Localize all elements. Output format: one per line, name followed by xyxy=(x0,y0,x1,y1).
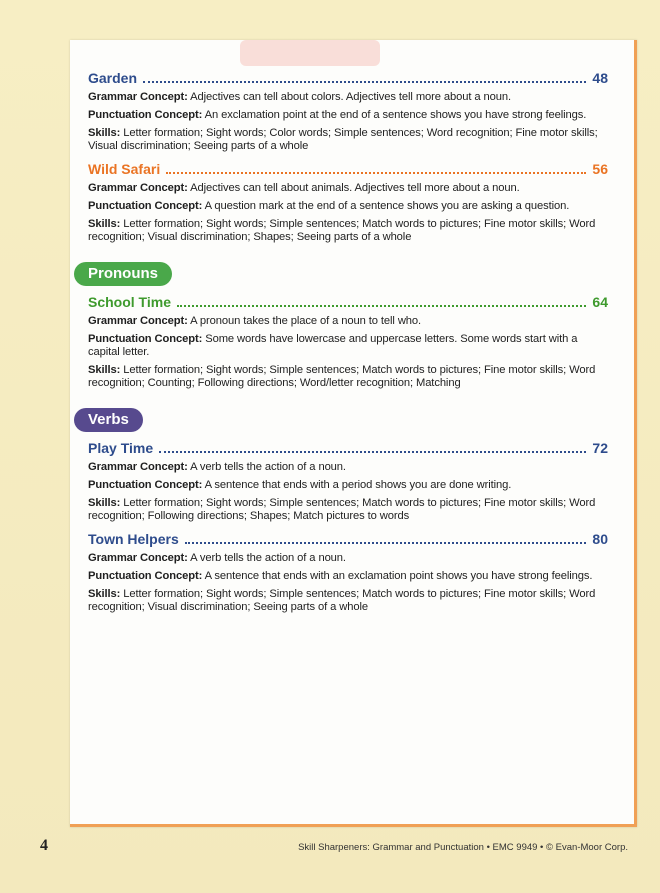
punctuation-text: Some words have lowercase and uppercase letters. Some words start with a capital letter. xyxy=(88,333,578,358)
entry-heading[interactable] xyxy=(88,161,608,178)
skills xyxy=(88,497,608,523)
grammar-label: Grammar Concept: xyxy=(88,552,188,564)
toc-entry-garden xyxy=(88,70,608,153)
punctuation-label: Punctuation Concept: xyxy=(88,109,203,121)
faded-contents-banner xyxy=(240,40,380,66)
section-tab-verbs[interactable]: Verbs xyxy=(74,408,143,432)
skills xyxy=(88,127,608,153)
skills-text: Letter formation; Sight words; Simple sentences; Match words to pictures; Fine motor skills; Word recognition; Visual discrimination; Seeing parts of a whole xyxy=(88,588,596,613)
grammar-label: Grammar Concept: xyxy=(88,91,188,103)
punctuation-label: Punctuation Concept: xyxy=(88,333,203,345)
entry-page-number: 72 xyxy=(592,440,608,456)
footer-credit: Skill Sharpeners: Grammar and Punctuation • EMC 9949 • © Evan-Moor Corp. xyxy=(298,842,628,853)
entry-title: Garden xyxy=(88,70,138,86)
toc-entry-town-helpers xyxy=(88,531,608,614)
skills xyxy=(88,588,608,614)
dot-leader xyxy=(166,171,586,174)
grammar-text: A pronoun takes the place of a noun to tell who. xyxy=(187,315,422,327)
punctuation-text: A question mark at the end of a sentence shows you are asking a question. xyxy=(202,200,570,212)
skills xyxy=(88,364,608,390)
skills xyxy=(88,218,608,244)
entry-title: Wild Safari xyxy=(88,161,161,177)
dot-leader xyxy=(143,80,586,83)
punctuation-concept xyxy=(88,333,608,359)
skills-text: Letter formation; Sight words; Simple sentences; Match words to pictures; Fine motor skills; Word recognition; Counting; Following directions; Word/letter recognition; Matching xyxy=(88,364,596,389)
grammar-concept xyxy=(88,461,608,474)
grammar-text: Adjectives can tell about colors. Adjectives tell more about a noun. xyxy=(187,91,512,103)
table-of-contents xyxy=(88,70,608,622)
grammar-label: Grammar Concept: xyxy=(88,461,188,473)
toc-entry-wild-safari xyxy=(88,161,608,244)
skills-text: Letter formation; Sight words; Simple sentences; Match words to pictures; Fine motor skills; Word recognition; Following directions; Shapes; Match pictures to words xyxy=(88,497,596,522)
punctuation-label: Punctuation Concept: xyxy=(88,570,203,582)
skills-label: Skills: xyxy=(88,127,121,139)
skills-label: Skills: xyxy=(88,364,121,376)
skills-label: Skills: xyxy=(88,218,121,230)
entry-page-number: 48 xyxy=(592,70,608,86)
punctuation-text: A sentence that ends with a period shows you are done writing. xyxy=(202,479,512,491)
skills-text: Letter formation; Sight words; Color words; Simple sentences; Word recognition; Fine motor skills; Visual discrimination; Seeing parts of a whole xyxy=(88,127,598,152)
entry-title: School Time xyxy=(88,294,171,310)
entry-title: Play Time xyxy=(88,440,154,456)
section-tab-pronouns[interactable]: Pronouns xyxy=(74,262,172,286)
punctuation-concept xyxy=(88,200,608,213)
grammar-concept xyxy=(88,315,608,328)
entry-heading[interactable] xyxy=(88,440,608,457)
entry-heading[interactable] xyxy=(88,531,608,548)
skills-label: Skills: xyxy=(88,497,121,509)
dot-leader xyxy=(185,541,587,544)
punctuation-text: An exclamation point at the end of a sentence shows you have strong feelings. xyxy=(202,109,587,121)
punctuation-concept xyxy=(88,479,608,492)
grammar-label: Grammar Concept: xyxy=(88,315,188,327)
entry-page-number: 64 xyxy=(592,294,608,310)
grammar-label: Grammar Concept: xyxy=(88,182,188,194)
grammar-concept xyxy=(88,552,608,565)
toc-entry-school-time xyxy=(88,294,608,390)
entry-title: Town Helpers xyxy=(88,531,179,547)
page-number: 4 xyxy=(40,837,48,854)
grammar-concept xyxy=(88,91,608,104)
punctuation-label: Punctuation Concept: xyxy=(88,200,203,212)
skills-label: Skills: xyxy=(88,588,121,600)
grammar-text: A verb tells the action of a noun. xyxy=(187,461,346,473)
skills-text: Letter formation; Sight words; Simple sentences; Match words to pictures; Fine motor skills; Word recognition; Visual discrimination; Shapes; Seeing parts of a whole xyxy=(88,218,596,243)
entry-heading[interactable] xyxy=(88,70,608,87)
entry-heading[interactable] xyxy=(88,294,608,311)
toc-entry-play-time xyxy=(88,440,608,523)
punctuation-concept xyxy=(88,109,608,122)
dot-leader xyxy=(159,450,586,453)
grammar-text: A verb tells the action of a noun. xyxy=(187,552,346,564)
punctuation-label: Punctuation Concept: xyxy=(88,479,203,491)
entry-page-number: 56 xyxy=(592,161,608,177)
punctuation-concept xyxy=(88,570,608,583)
grammar-text: Adjectives can tell about animals. Adjectives tell more about a noun. xyxy=(187,182,520,194)
entry-page-number: 80 xyxy=(592,531,608,547)
dot-leader xyxy=(177,304,586,307)
punctuation-text: A sentence that ends with an exclamation point shows you have strong feelings. xyxy=(202,570,593,582)
grammar-concept xyxy=(88,182,608,195)
